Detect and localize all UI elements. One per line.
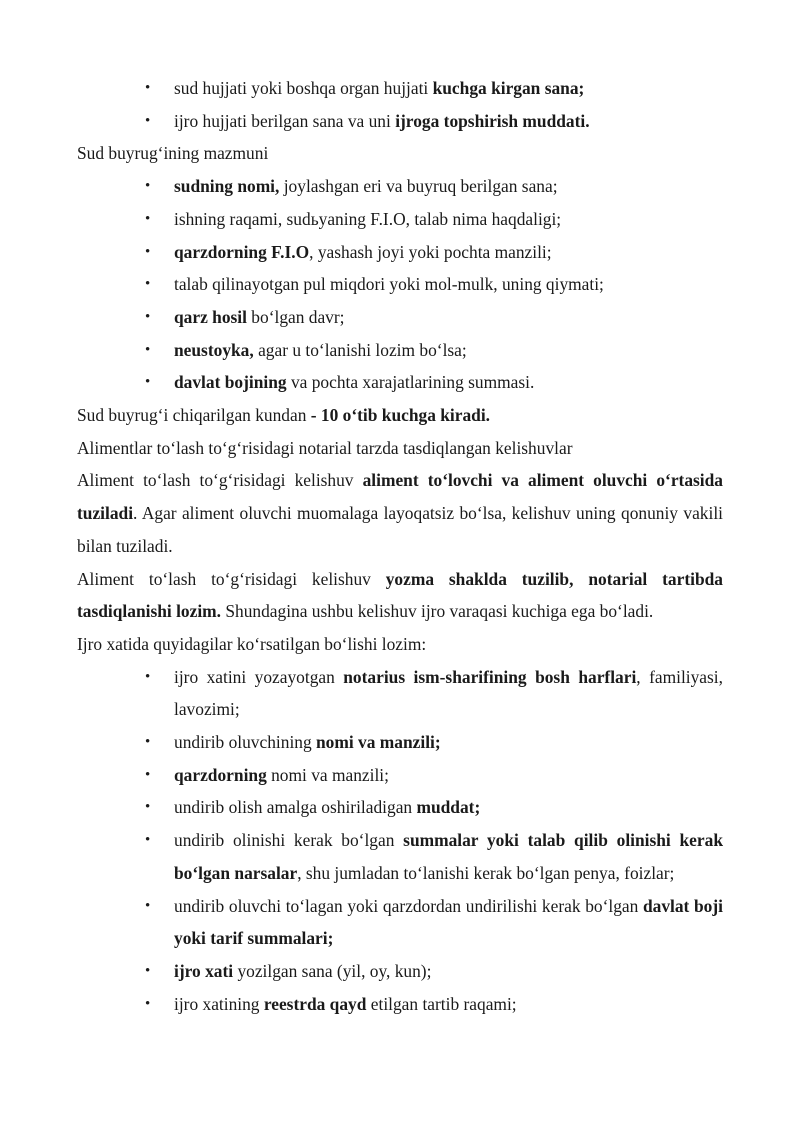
- list-item: • sud hujjati yoki boshqa organ hujjati kuchga kirgan sana;: [0, 72, 800, 105]
- list-item: • ijro xatini yozayotgan notarius ism-sharifining bosh harflari, familiyasi, lavozimi;: [0, 661, 800, 726]
- heading-ijro-xati: Ijro xatida quyidagilar ko‘rsatilgan bo‘lishi lozim:: [77, 633, 427, 654]
- bold-phrase: qarzdorning: [174, 764, 267, 785]
- bold-phrase: reestrda qayd: [263, 993, 367, 1014]
- bold-phrase: neustoyka,: [174, 339, 254, 360]
- list-item: • qarzdorning nomi va manzili;: [0, 759, 800, 792]
- heading-sud-buyrugi: Sud buyrug‘ining mazmuni: [77, 143, 269, 164]
- paragraph-aliment-yozma: Aliment to‘lash to‘g‘risidagi kelishuv yozma shaklda tuzilib, notarial tartibda tasdiqlanishi lozim. Shundagina ushbu kelishuv ijro varaqasi kuchiga ega bo‘ladi.: [77, 568, 723, 622]
- bullet-list-3: [0, 661, 800, 1021]
- list-item: • ishning raqami, sudьyaning F.I.O, talab nima haqdaligi;: [0, 203, 800, 236]
- list-item: • davlat bojining va pochta xarajatlarining summasi.: [0, 366, 800, 399]
- bold-phrase: qarz hosil: [174, 306, 247, 327]
- list-item: • talab qilinayotgan pul miqdori yoki mol-mulk, uning qiymati;: [0, 268, 800, 301]
- heading-aliment: Alimentlar to‘lash to‘g‘risidagi notarial tarzda tasdiqlangan kelishuvlar: [77, 437, 573, 458]
- bold-phrase: sudning nomi,: [174, 176, 280, 197]
- list-item: • undirib oluvchi to‘lagan yoki qarzdordan undirilishi kerak bo‘lgan davlat boji yoki tarif summalari;: [0, 890, 800, 955]
- list-item: • undirib oluvchining nomi va manzili;: [0, 726, 800, 759]
- list-item: • qarz hosil bo‘lgan davr;: [0, 301, 800, 334]
- paragraph-sud-buyrugi-kuchga: Sud buyrug‘i chiqarilgan kundan - 10 o‘tib kuchga kiradi.: [77, 405, 491, 426]
- list-item: • undirib olinishi kerak bo‘lgan summalar yoki talab qilib olinishi kerak bo‘lgan narsalar, shu jumladan to‘lanishi kerak bo‘lgan penya, foizlar;: [0, 824, 800, 889]
- list-item: • ijro xati yozilgan sana (yil, oy, kun);: [0, 955, 800, 988]
- bold-phrase: muddat;: [416, 797, 481, 818]
- list-item: • sudning nomi, joylashgan eri va buyruq berilgan sana;: [0, 170, 800, 203]
- bold-phrase: davlat bojining: [174, 372, 287, 393]
- bold-phrase: ijroga topshirish muddati.: [395, 110, 590, 131]
- bold-phrase: kuchga kirgan sana;: [432, 78, 585, 98]
- bold-phrase: nomi va manzili;: [316, 732, 441, 753]
- list-item: • ijro hujjati berilgan sana va uni ijroga topshirish muddati.: [0, 105, 800, 138]
- bold-phrase: - 10 o‘tib kuchga kiradi.: [310, 405, 491, 426]
- paragraph-aliment-kelishuv: Aliment to‘lash to‘g‘risidagi kelishuv aliment to‘lovchi va aliment oluvchi o‘rtasida tuziladi. Agar aliment oluvchi muomalaga layoqatsiz bo‘lsa, kelishuv uning qonuniy vakili bilan tuziladi.: [77, 470, 723, 556]
- bold-phrase: notarius ism-sharifining bosh harflari: [343, 666, 637, 687]
- bold-phrase: yozma shaklda tuzilib, notarial tartibda tasdiqlanishi lozim.: [77, 568, 723, 622]
- bold-phrase: qarzdorning F.I.O: [174, 241, 310, 262]
- bullet-list-1: [0, 72, 800, 137]
- list-item: • neustoyka, agar u to‘lanishi lozim bo‘lsa;: [0, 334, 800, 367]
- bold-phrase: aliment to‘lovchi va aliment oluvchi o‘rtasida tuziladi: [77, 470, 723, 524]
- list-item: • ijro xatining reestrda qayd etilgan tartib raqami;: [0, 988, 800, 1021]
- bullet-list-2: [0, 170, 800, 399]
- bold-phrase: davlat boji yoki tarif summalari;: [174, 895, 723, 949]
- list-item: • qarzdorning F.I.O, yashash joyi yoki pochta manzili;: [0, 236, 800, 269]
- bold-phrase: summalar yoki talab qilib olinishi kerak bo‘lgan narsalar: [174, 830, 723, 883]
- list-item: • undirib olish amalga oshiriladigan muddat;: [0, 791, 800, 824]
- bold-phrase: ijro xati: [174, 960, 234, 981]
